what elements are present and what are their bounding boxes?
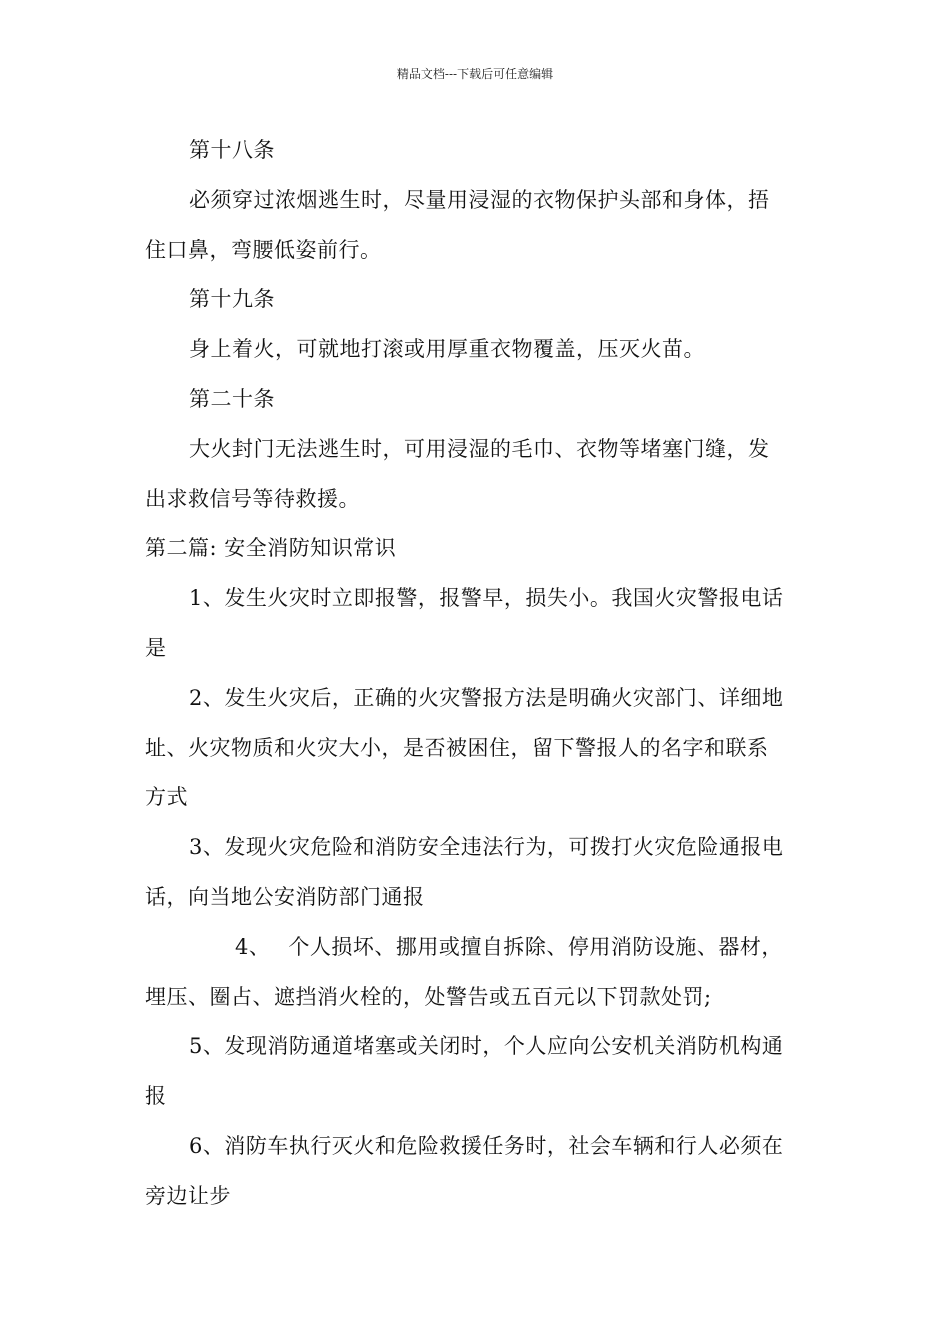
page-header: 精品文档---下载后可任意编辑 bbox=[396, 67, 554, 81]
list-item-line: 报 bbox=[145, 1084, 167, 1109]
paragraph-line: 住口鼻，弯腰低姿前行。 bbox=[145, 237, 382, 262]
list-item-text: 个人损坏、挪用或擅自拆除、停用消防设施、器材， bbox=[288, 934, 783, 959]
list-item-line: 话，向当地公安消防部门通报 bbox=[145, 884, 425, 909]
list-item-line: 埋压、圈占、遮挡消火栓的，处警告或五百元以下罚款处罚; bbox=[145, 984, 712, 1009]
list-item-line: 方式 bbox=[145, 785, 188, 810]
paragraph-line: 大火封门无法逃生时，可用浸湿的毛巾、衣物等堵塞门缝，发 bbox=[189, 436, 770, 461]
article-heading: 第二十条 bbox=[189, 386, 275, 411]
list-item-line: 3、发现火灾危险和消防安全违法行为，可拨打火灾危险通报电 bbox=[189, 835, 784, 860]
list-item-line: 2、发生火灾后，正确的火灾警报方法是明确火灾部门、详细地 bbox=[189, 685, 784, 710]
paragraph-line: 身上着火，可就地打滚或用厚重衣物覆盖，压灭火苗。 bbox=[189, 337, 705, 362]
list-item-line: 5、发现消防通道堵塞或关闭时，个人应向公安机关消防机构通 bbox=[189, 1034, 784, 1059]
list-item-line: 6、消防车执行灭火和危险救援任务时，社会车辆和行人必须在 bbox=[189, 1133, 784, 1158]
list-item-line: 旁边让步 bbox=[145, 1183, 231, 1208]
paragraph-line: 必须穿过浓烟逃生时，尽量用浸湿的衣物保护头部和身体，捂 bbox=[189, 187, 770, 212]
paragraph-line: 出求救信号等待救援。 bbox=[145, 486, 360, 511]
list-item-line: 是 bbox=[145, 635, 167, 660]
list-item-number: 4、 bbox=[235, 934, 271, 959]
list-item-line: 1、发生火灾时立即报警，报警早，损失小。我国火灾警报电话 bbox=[189, 586, 784, 611]
section-heading: 第二篇: 安全消防知识常识 bbox=[145, 536, 397, 561]
article-heading: 第十九条 bbox=[189, 287, 275, 312]
list-item-line: 址、火灾物质和火灾大小，是否被困住，留下警报人的名字和联系 bbox=[145, 735, 769, 760]
article-heading: 第十八条 bbox=[189, 138, 275, 162]
document-body bbox=[145, 126, 810, 1222]
list-item-line bbox=[145, 923, 810, 973]
